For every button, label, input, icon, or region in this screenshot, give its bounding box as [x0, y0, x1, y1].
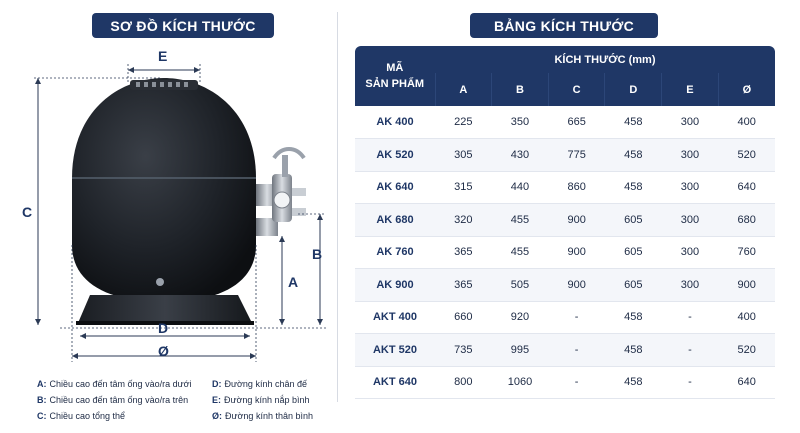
- size-value-cell: 735: [435, 334, 492, 367]
- table-row: [355, 106, 775, 139]
- column-header: Ø: [718, 73, 775, 106]
- diagram-title: SƠ ĐỒ KÍCH THƯỚC: [92, 13, 274, 38]
- legend-item-b: B: Chiều cao đến tâm ống vào/ra trên: [37, 395, 189, 405]
- size-value-cell: -: [662, 301, 719, 334]
- size-value-cell: 300: [662, 139, 719, 172]
- dimension-label-d: D: [158, 320, 169, 336]
- size-value-cell: 760: [718, 236, 775, 269]
- size-value-cell: 920: [492, 301, 549, 334]
- size-value-cell: -: [548, 334, 605, 367]
- size-value-cell: 605: [605, 236, 662, 269]
- product-code-cell: AKT 520: [355, 334, 435, 367]
- size-value-cell: 315: [435, 171, 492, 204]
- size-value-cell: 458: [605, 106, 662, 139]
- size-value-cell: 995: [492, 334, 549, 367]
- column-header: C: [548, 73, 605, 106]
- size-value-cell: 605: [605, 204, 662, 237]
- legend-item-c: C: Chiều cao tổng thể: [37, 411, 126, 421]
- size-value-cell: 900: [548, 269, 605, 302]
- table-row: [355, 334, 775, 367]
- code-column-header: MÃ SẢN PHẨM: [355, 46, 435, 106]
- size-value-cell: -: [548, 366, 605, 399]
- size-value-cell: 458: [605, 301, 662, 334]
- column-header: B: [492, 73, 549, 106]
- size-value-cell: 320: [435, 204, 492, 237]
- table-row: [355, 236, 775, 269]
- product-code-cell: AK 520: [355, 139, 435, 172]
- size-value-cell: 225: [435, 106, 492, 139]
- size-value-cell: 458: [605, 139, 662, 172]
- size-value-cell: 860: [548, 171, 605, 204]
- size-value-cell: 900: [548, 204, 605, 237]
- dimension-label-c: C: [22, 204, 33, 220]
- size-value-cell: 520: [718, 334, 775, 367]
- size-value-cell: -: [662, 334, 719, 367]
- size-value-cell: 300: [662, 236, 719, 269]
- size-value-cell: 680: [718, 204, 775, 237]
- size-value-cell: 900: [718, 269, 775, 302]
- size-value-cell: 300: [662, 106, 719, 139]
- table-title: BẢNG KÍCH THƯỚC: [470, 13, 658, 38]
- size-value-cell: 775: [548, 139, 605, 172]
- size-value-cell: 305: [435, 139, 492, 172]
- size-value-cell: 365: [435, 269, 492, 302]
- product-code-cell: AKT 640: [355, 366, 435, 399]
- size-value-cell: 455: [492, 204, 549, 237]
- size-value-cell: 660: [435, 301, 492, 334]
- size-value-cell: 640: [718, 171, 775, 204]
- size-value-cell: 665: [548, 106, 605, 139]
- size-value-cell: 400: [718, 106, 775, 139]
- table-row: [355, 366, 775, 399]
- size-value-cell: 458: [605, 366, 662, 399]
- product-code-cell: AKT 400: [355, 301, 435, 334]
- size-value-cell: -: [548, 301, 605, 334]
- size-value-cell: 640: [718, 366, 775, 399]
- size-value-cell: 505: [492, 269, 549, 302]
- product-code-cell: AK 680: [355, 204, 435, 237]
- size-value-cell: 430: [492, 139, 549, 172]
- size-value-cell: 365: [435, 236, 492, 269]
- size-value-cell: 440: [492, 171, 549, 204]
- size-value-cell: 800: [435, 366, 492, 399]
- size-value-cell: 400: [718, 301, 775, 334]
- product-code-cell: AK 760: [355, 236, 435, 269]
- product-code-cell: AK 400: [355, 106, 435, 139]
- dimension-label-a: A: [288, 274, 299, 290]
- size-value-cell: 350: [492, 106, 549, 139]
- size-value-cell: 1060: [492, 366, 549, 399]
- legend-item-diameter: Ø: Đường kính thân bình: [212, 411, 313, 421]
- dimension-label-e: E: [158, 48, 168, 64]
- size-value-cell: 458: [605, 334, 662, 367]
- dimension-label-diameter: Ø: [158, 343, 169, 359]
- size-table: [355, 46, 775, 399]
- size-value-cell: 300: [662, 269, 719, 302]
- table-row: [355, 139, 775, 172]
- section-divider: [337, 12, 338, 402]
- size-value-cell: 300: [662, 204, 719, 237]
- filter-dimension-diagram: [20, 40, 335, 370]
- legend-item-e: E: Đường kính nắp bình: [212, 395, 310, 405]
- dimension-label-b: B: [312, 246, 323, 262]
- size-value-cell: 455: [492, 236, 549, 269]
- product-code-cell: AK 640: [355, 171, 435, 204]
- table-row: [355, 301, 775, 334]
- legend-item-d: D: Đường kính chân đế: [212, 379, 307, 389]
- size-value-cell: 900: [548, 236, 605, 269]
- column-header: D: [605, 73, 662, 106]
- size-value-cell: 458: [605, 171, 662, 204]
- size-group-header: KÍCH THƯỚC (mm): [435, 46, 775, 73]
- product-code-cell: AK 900: [355, 269, 435, 302]
- column-header: A: [435, 73, 492, 106]
- table-row: [355, 204, 775, 237]
- table-row: [355, 171, 775, 204]
- legend-item-a: A: Chiều cao đến tâm ống vào/ra dưới: [37, 379, 192, 389]
- size-value-cell: 300: [662, 171, 719, 204]
- size-value-cell: -: [662, 366, 719, 399]
- table-row: [355, 269, 775, 302]
- size-table-container: [355, 46, 775, 399]
- column-header: E: [662, 73, 719, 106]
- size-value-cell: 605: [605, 269, 662, 302]
- filter-tank-drawing: [20, 40, 335, 370]
- size-value-cell: 520: [718, 139, 775, 172]
